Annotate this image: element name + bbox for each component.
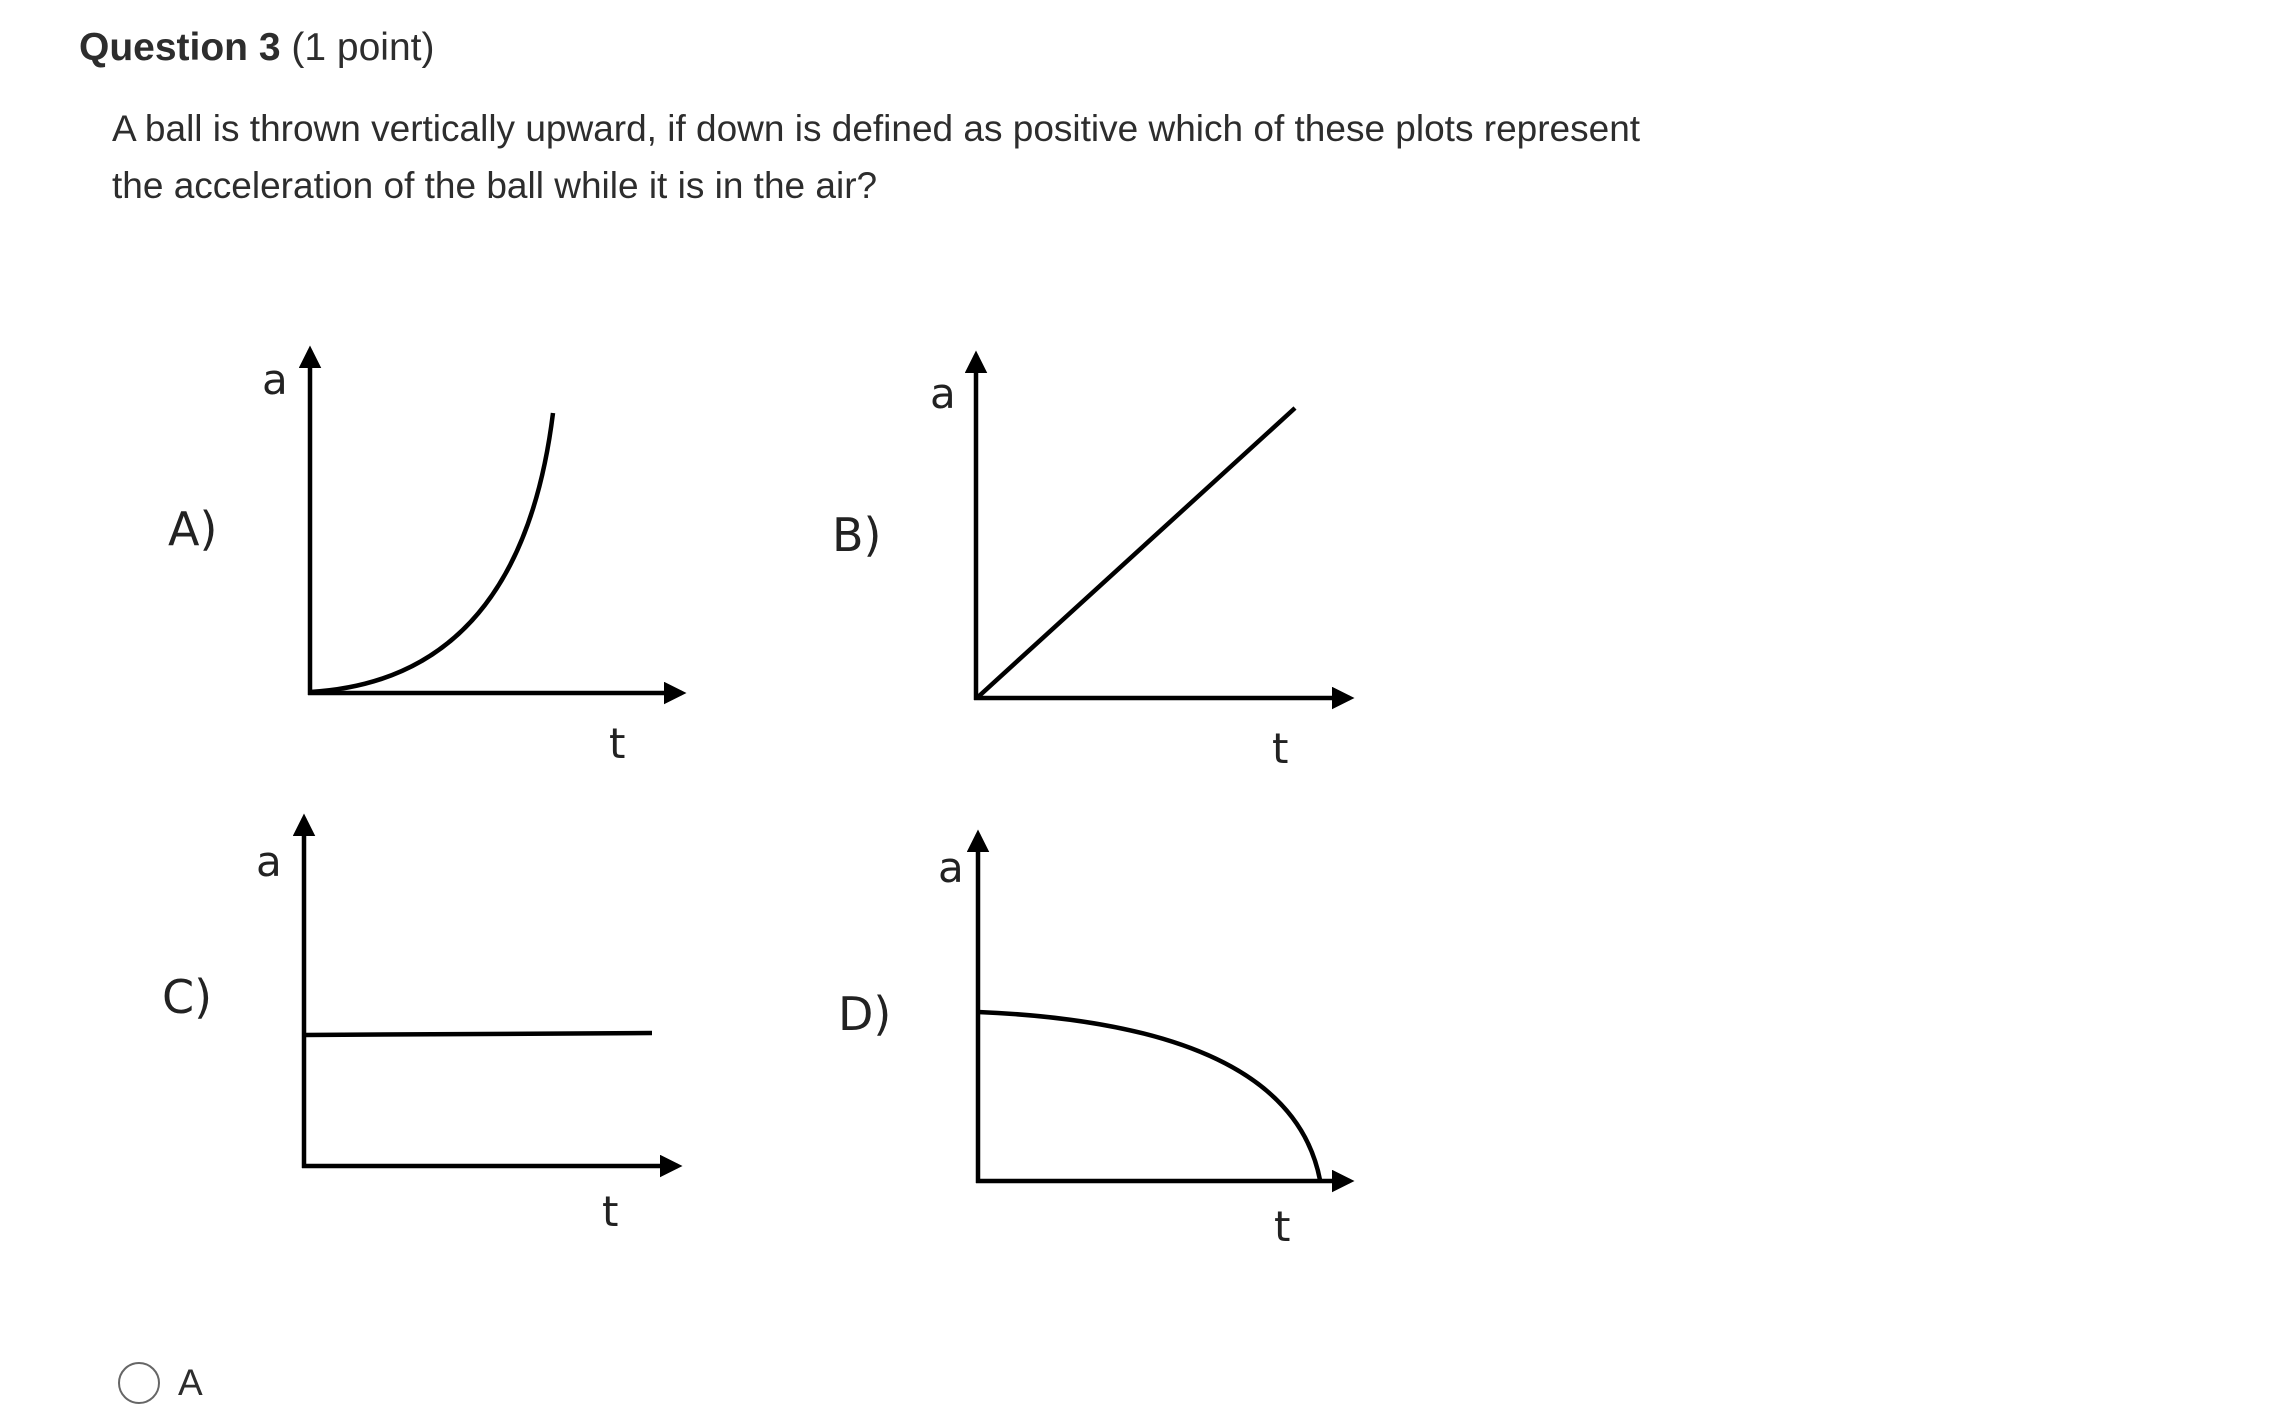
answer-option-a-label: A <box>178 1362 203 1403</box>
plot-c-label: C) <box>162 970 213 1024</box>
plot-a-label: A) <box>168 502 218 556</box>
plot-d-label: D) <box>838 987 892 1041</box>
plot-b-x-axis-label: t <box>1272 724 1289 773</box>
plot-c-x-axis-label: t <box>602 1187 619 1236</box>
answer-option-a[interactable] <box>118 1358 203 1408</box>
question-text: A ball is thrown vertically upward, if down is defined as positive which of these plots represent the acceleration of the ball while it is in the air? <box>112 108 1641 206</box>
question-points: (1 point) <box>291 26 435 69</box>
plot-a-x-axis-label: t <box>609 719 626 768</box>
radio-button-a[interactable] <box>118 1362 160 1404</box>
plot-a-y-axis-label: a <box>262 355 288 404</box>
plot-d <box>838 834 1350 1251</box>
plot-b-y-axis-label: a <box>930 369 956 418</box>
plot-c <box>162 818 678 1236</box>
plot-d-curve <box>978 1012 1320 1180</box>
plot-b <box>832 355 1350 773</box>
plot-d-y-axis-label: a <box>938 843 964 892</box>
question-number: Question 3 <box>79 26 281 69</box>
plot-c-y-axis-label: a <box>256 837 282 886</box>
plot-b-curve <box>978 408 1295 697</box>
plot-c-curve <box>304 1033 652 1035</box>
plot-b-label: B) <box>832 508 882 562</box>
plot-a-curve <box>310 413 553 692</box>
plot-d-x-axis-label: t <box>1274 1202 1291 1251</box>
plot-a <box>168 350 682 768</box>
